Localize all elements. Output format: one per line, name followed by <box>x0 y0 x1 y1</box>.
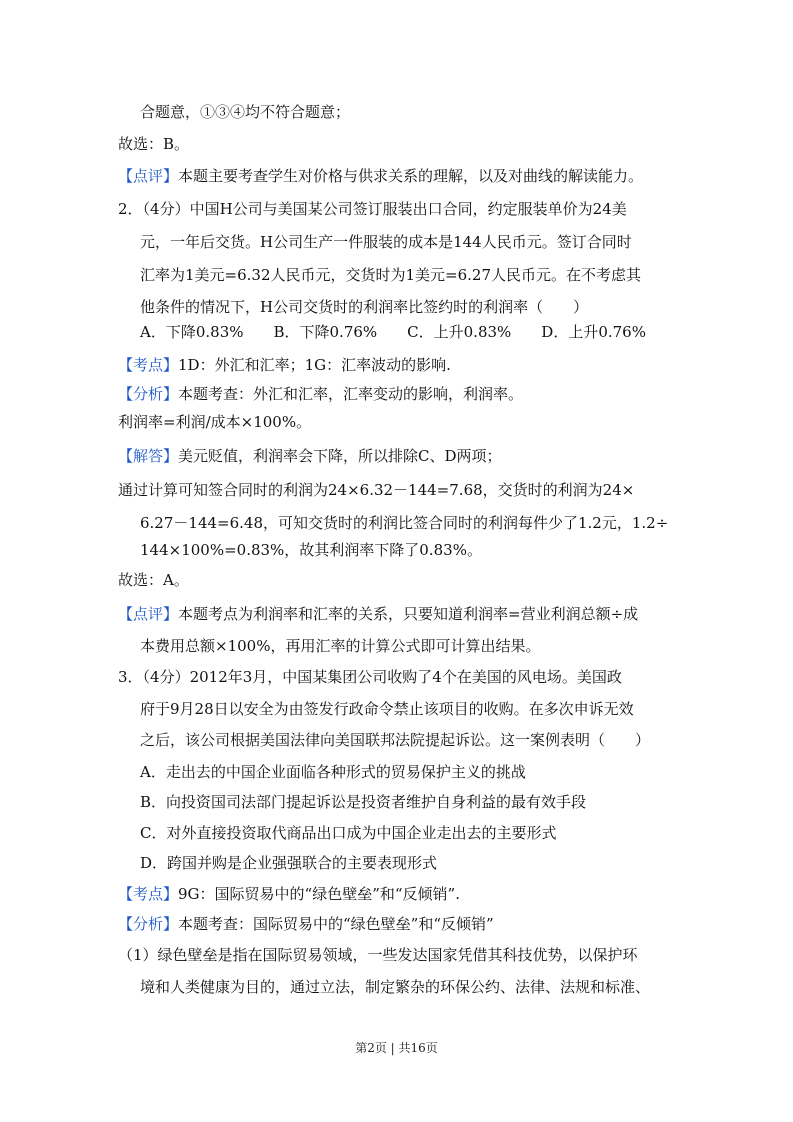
line-text: 9G：国际贸易中的“绿色壁垒”和“反倾销”. <box>178 885 460 903</box>
line-text: 美元贬值，利润率会下降，所以排除C、D两项； <box>178 447 502 465</box>
line-text: 故选：B。 <box>118 135 190 153</box>
text-line <box>118 667 622 687</box>
section-tag: 【分析】 <box>118 385 179 403</box>
text-line <box>140 232 632 252</box>
line-text: 2．（4分）中国H公司与美国某公司签订服装出口合同，约定服装单价为24美 <box>118 200 627 218</box>
line-text: 本费用总额×100%，再用汇率的计算公式即可计算出结果。 <box>140 637 541 655</box>
line-text: 元，一年后交货。H公司生产一件服装的成本是144人民币元。签订合同时 <box>140 233 632 251</box>
section-tag: 【分析】 <box>118 915 179 933</box>
text-line <box>118 355 451 375</box>
text-line <box>140 297 588 317</box>
line-text: 本题考点为利润率和汇率的关系，只要知道利润率=营业利润总额÷成 <box>178 605 639 623</box>
text-line <box>140 322 646 342</box>
text-line <box>140 540 482 560</box>
text-line <box>118 446 502 466</box>
text-line <box>140 823 556 843</box>
text-line <box>140 699 634 719</box>
section-tag: 【点评】 <box>118 167 179 185</box>
text-line <box>118 134 189 154</box>
line-text: 之后，该公司根据美国法律向美国联邦法院提起诉讼。这一案例表明（ ） <box>140 731 651 749</box>
text-line <box>140 853 437 873</box>
line-text: 他条件的情况下，H公司交货时的利润率比签约时的利润率（ ） <box>140 298 589 316</box>
text-line <box>140 730 650 750</box>
line-text: B．向投资国司法部门提起诉讼是投资者维护自身利益的最有效手段 <box>140 793 587 811</box>
text-line <box>118 384 523 404</box>
text-line <box>118 166 643 186</box>
line-text: 本题主要考查学生对价格与供求关系的理解，以及对曲线的解读能力。 <box>178 167 644 185</box>
line-text: 府于9月28日以安全为由签发行政命令禁止该项目的收购。在多次申诉无效 <box>140 700 634 718</box>
text-line <box>140 102 350 122</box>
line-text: （1）绿色壁垒是指在国际贸易领域，一些发达国家凭借其科技优势，以保护环 <box>118 946 638 964</box>
text-line <box>118 199 627 219</box>
text-line <box>118 604 638 624</box>
text-line <box>118 480 634 500</box>
text-line <box>140 762 526 782</box>
line-text: 1D：外汇和汇率；1G：汇率波动的影响. <box>178 356 451 374</box>
text-line <box>140 636 540 656</box>
text-line <box>118 884 460 904</box>
line-text: 合题意，①③④均不符合题意； <box>140 103 351 121</box>
line-text: 利润率=利润/成本×100%。 <box>118 413 312 431</box>
line-text: 本题考查：外汇和汇率，汇率变动的影响，利润率。 <box>178 385 524 403</box>
line-text: C．对外直接投资取代商品出口成为中国企业走出去的主要形式 <box>140 824 557 842</box>
line-text: 境和人类健康为目的，通过立法，制定繁杂的环保公约、法律、法规和标准、 <box>140 978 651 996</box>
page-footer: 第2页 | 共16页 <box>355 1041 438 1055</box>
line-text: 故选：A。 <box>118 571 189 589</box>
text-line <box>140 265 641 285</box>
line-text: 本题考查：国际贸易中的“绿色壁垒”和“反倾销” <box>178 915 494 933</box>
section-tag: 【点评】 <box>118 605 179 623</box>
text-line <box>118 945 638 965</box>
text-line <box>140 513 668 533</box>
line-text: 汇率为1美元=6.32人民币元，交货时为1美元=6.27人民币元。在不考虑其 <box>140 266 642 284</box>
line-text: 3．（4分）2012年3月，中国某集团公司收购了4个在美国的风电场。美国政 <box>118 668 622 686</box>
line-text: 144×100%=0.83%，故其利润率下降了0.83%。 <box>140 541 482 559</box>
text-line <box>140 977 650 997</box>
section-tag: 【考点】 <box>118 356 179 374</box>
text-line <box>118 412 311 432</box>
text-line <box>118 914 494 934</box>
line-text: A．走出去的中国企业面临各种形式的贸易保护主义的挑战 <box>140 763 526 781</box>
line-text: 6.27－144=6.48，可知交货时的利润比签合同时的利润每件少了1.2元，1.2÷ <box>140 514 669 532</box>
line-text: D．跨国并购是企业强强联合的主要表现形式 <box>140 854 438 872</box>
section-tag: 【考点】 <box>118 885 179 903</box>
line-text: A．下降0.83% B．下降0.76% C．上升0.83% D．上升0.76% <box>140 323 646 341</box>
line-text: 通过计算可知签合同时的利润为24×6.32－144=7.68，交货时的利润为24× <box>118 481 635 499</box>
text-line <box>140 792 586 812</box>
text-line <box>118 570 189 590</box>
section-tag: 【解答】 <box>118 447 179 465</box>
